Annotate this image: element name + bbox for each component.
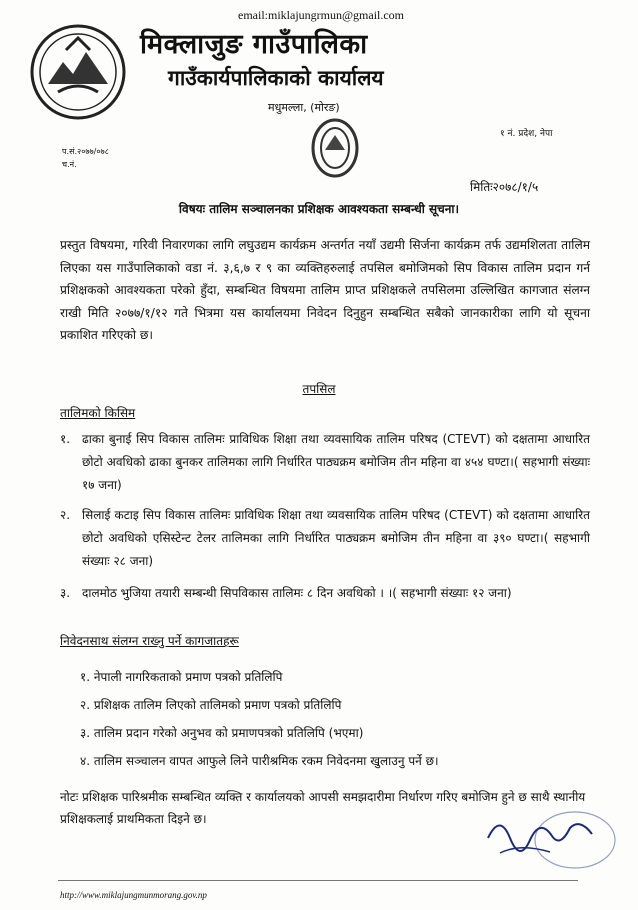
notice-body: प्रस्तुत विषयमा, गरिवी निवारणका लागि लघुउद्यम कार्यक्रम अन्तर्गत नयाँ उद्यमी सिर्जना कार्यक्रम तर्फ उद्यमशिलता तालिम लिएका यस गाउँपालिकाको वडा नं. ३,६,७ र ९ का व्यक्तिहरुलाई तपसिल बमोजिमको सिप विकास तालिम प्रदान गर्न प्रशिक्षकको आवश्यकता परेको हुँदा, सम्बन्धित विषयमा तालिम प्राप्त प्रशिक्षकले तपसिलमा उल्लिखित कागजात संलग्न राखी मिति २०७७/१/१२ गते भित्रमा यस कार्यालयमा निवेदन दिनुहुन सम्बन्धित सबैको जानकारीका लागि यो सूचना प्रकाशित गरिएको छ। xyxy=(60,238,590,342)
office-address: मधुमल्ला, (मोरङ) xyxy=(268,101,340,114)
schedule-heading: तपसिल xyxy=(302,382,336,396)
training-text: ढाका बुनाई सिप विकास तालिमः प्राविधिक शिक्षा तथा व्यवसायिक तालिम परिषद (CTEVT) को दक्षतामा आधारित छोटो अवधिको ढाका बुनकर तालिमका लागि निर्धारित पाठ्यक्रम बमोजिम तीन महिना वा ४५४ घण्टा।( सहभागी संख्याः १७ जना) xyxy=(82,432,590,492)
website-url: http://www.miklajungmunmorang.gov.np xyxy=(60,890,207,900)
notice-subject: विषयः तालिम सञ्चालनका प्रशिक्षक आवश्यकता सम्बन्धी सूचना। xyxy=(178,202,460,216)
province-label: १ नं. प्रदेश, नेपा xyxy=(500,129,553,139)
training-number: २. xyxy=(60,508,71,522)
document-item: ४. तालिम सञ्चालन वापत आफुले लिने पारीश्रमिक रकम निवेदनमा खुलाउनु पर्ने छ। xyxy=(80,754,439,768)
document-item: १. नेपाली नागरिकताको प्रमाण पत्रको प्रतिलिपि xyxy=(80,670,283,684)
training-number: ३. xyxy=(60,586,71,600)
training-number: १. xyxy=(60,432,71,446)
training-text: दालमोठ भुजिया तयारी सम्बन्धी सिपविकास तालिमः ८ दिन अवधिको । ।( सहभागी संख्याः १२ जना) xyxy=(82,586,512,600)
email-address: email:miklajungrmun@gmail.com xyxy=(238,8,405,22)
training-text: सिलाई कटाइ सिप विकास तालिमः प्राविधिक शिक्षा तथा व्यवसायिक तालिम परिषद (CTEVT) को दक्षतामा आधारित छोटो अवधिको एसिस्टेन्ट टेलर तालिमका लागि निर्धारित पाठ्यक्रम बमोजिम तीन महिना वा ३९० घण्टा।( सहभागी संख्याः २८ जना) xyxy=(82,508,590,568)
office-title: गाउँकार्यपालिकाको कार्यालय xyxy=(168,66,384,90)
training-item xyxy=(60,582,590,605)
footer-divider xyxy=(58,880,578,881)
dispatch-number: च.नं. xyxy=(62,160,77,169)
document-item: ३. तालिम प्रदान गरेको अनुभव को प्रमाणपत्रको प्रतिलिपि (भएमा) xyxy=(80,726,364,740)
documents-heading: निवेदनसाथ संलग्न राख्नु पर्ने कागजातहरू xyxy=(60,634,239,648)
municipality-title: मिक्लाजुङ गाउँपालिका xyxy=(140,29,368,60)
reference-number: प.सं.२०७७/०७८ xyxy=(62,147,109,156)
training-item xyxy=(60,428,590,497)
notice-date: मितिः२०७८/१/५ xyxy=(470,180,539,194)
document-item: २. प्रशिक्षक तालिम लिएको तालिमको प्रमाण पत्रको प्रतिलिपि xyxy=(80,698,342,712)
training-item xyxy=(60,504,590,573)
reference-block xyxy=(62,145,109,171)
training-heading: तालिमको किसिम xyxy=(60,406,136,420)
notice-note: नोटः प्रशिक्षक पारिश्रमीक सम्बन्धित व्यक्ति र कार्यालयको आपसी समझदारीमा निर्धारण गरिए बमोजिम हुने छ साथै स्थानीय प्रशिक्षकलाई प्राथमिकता दिइने छ। xyxy=(60,790,586,826)
office-stamp xyxy=(300,110,370,185)
municipality-logo xyxy=(28,22,128,122)
signature-image xyxy=(480,808,620,878)
